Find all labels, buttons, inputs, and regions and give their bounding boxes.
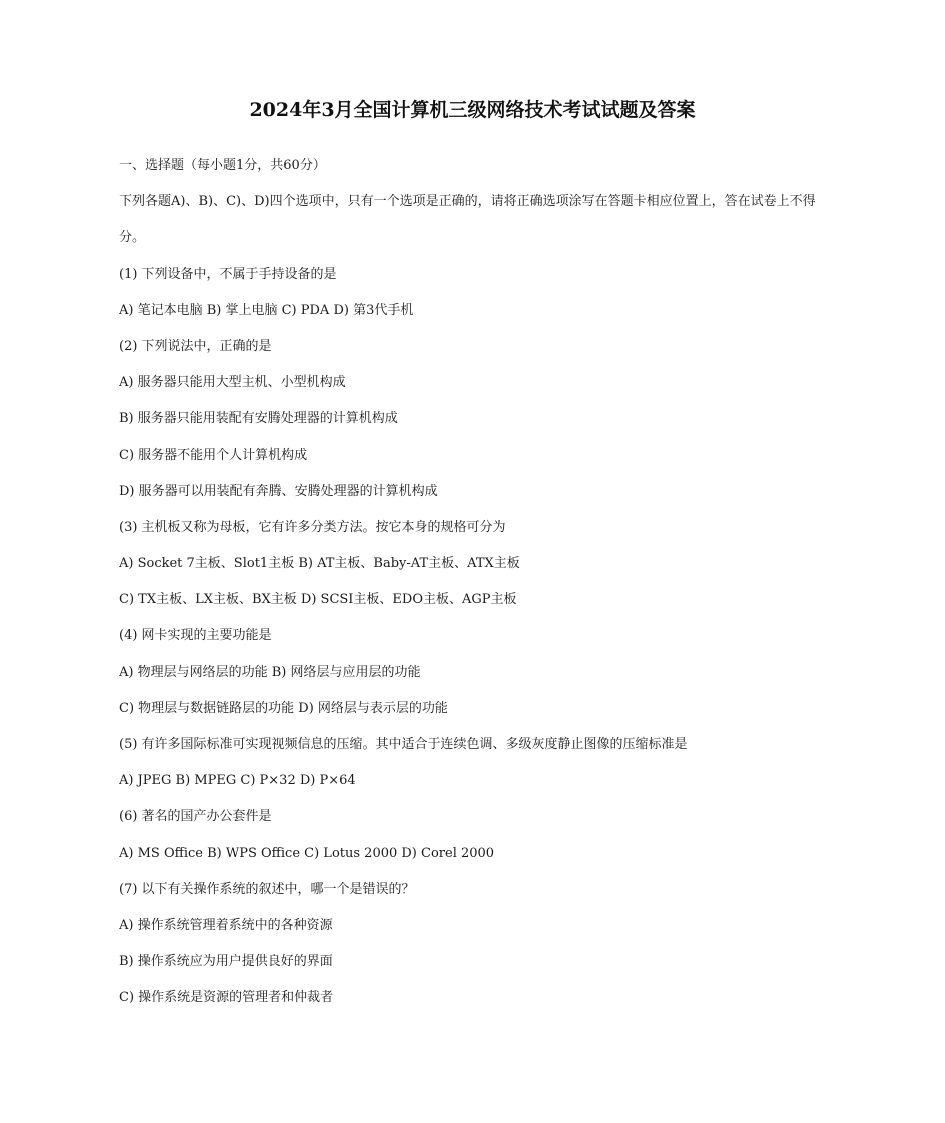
document-body: [119, 148, 819, 1017]
question-2-option-d: D) 服务器可以用装配有奔腾、安腾处理器的计算机构成: [119, 483, 438, 499]
question-6-options: A) MS Office B) WPS Office C) Lotus 2000 D) Corel 2000: [119, 845, 495, 861]
question-1-options: A) 笔记本电脑 B) 掌上电脑 C) PDA D) 第3代手机: [119, 302, 414, 318]
question-2: (2) 下列说法中，正确的是: [119, 338, 272, 354]
question-6: (6) 著名的国产办公套件是: [119, 809, 272, 825]
question-4-options-cd: C) 物理层与数据链路层的功能 D) 网络层与表示层的功能: [119, 700, 448, 716]
question-4: (4) 网卡实现的主要功能是: [119, 628, 272, 644]
question-7: (7) 以下有关操作系统的叙述中，哪一个是错误的？: [119, 881, 415, 897]
question-7-option-b: B) 操作系统应为用户提供良好的界面: [119, 954, 333, 970]
question-3-options-ab: A) Socket 7主板、Slot1主板 B) AT主板、Baby-AT主板、ATX主板: [119, 556, 520, 572]
question-5-options: A) JPEG B) MPEG C) P×32 D) P×64: [119, 773, 356, 789]
question-7-option-c: C) 操作系统是资源的管理者和仲裁者: [119, 990, 334, 1006]
section-heading: 一、选择题（每小题1分，共60分）: [119, 158, 326, 173]
question-2-option-c: C) 服务器不能用个人计算机构成: [119, 447, 308, 463]
question-2-option-b: B) 服务器只能用装配有安腾处理器的计算机构成: [119, 411, 398, 427]
question-5: (5) 有许多国际标准可实现视频信息的压缩。其中适合于连续色调、多级灰度静止图像的压缩标准是: [119, 737, 688, 753]
question-4-options-ab: A) 物理层与网络层的功能 B) 网络层与应用层的功能: [119, 664, 421, 680]
question-7-option-a: A) 操作系统管理着系统中的各种资源: [119, 917, 333, 933]
question-3: (3) 主机板又称为母板，它有许多分类方法。按它本身的规格可分为: [119, 519, 506, 535]
instructions-paragraph: 下列各题A)、B)、C)、D)四个选项中，只有一个选项是正确的，请将正确选项涂写在答题卡相应位置上，答在试卷上不得分。: [119, 194, 816, 246]
question-1: (1) 下列设备中，不属于手持设备的是: [119, 266, 337, 282]
question-2-option-a: A) 服务器只能用大型主机、小型机构成: [119, 375, 346, 391]
page-title: 2024年3月全国计算机三级网络技术考试试题及答案: [249, 99, 696, 121]
question-3-options-cd: C) TX主板、LX主板、BX主板 D) SCSI主板、EDO主板、AGP主板: [119, 592, 517, 608]
